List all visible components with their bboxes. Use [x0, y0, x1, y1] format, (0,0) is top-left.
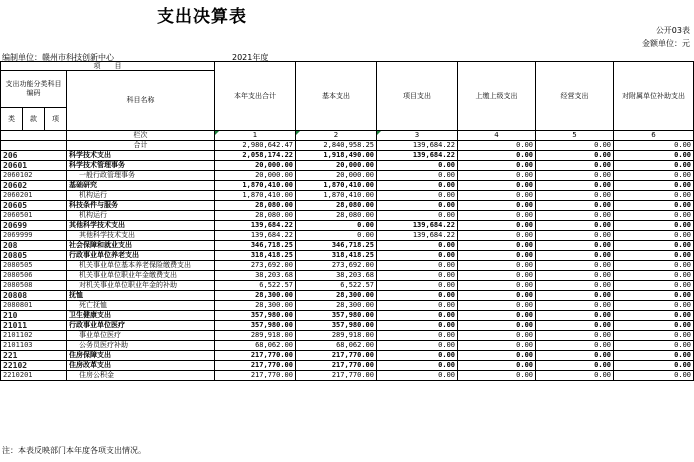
col-num: 3 — [377, 131, 458, 141]
col-num: 4 — [458, 131, 536, 141]
table-row — [1, 321, 694, 331]
amount-cell: 6,522.57 — [215, 281, 296, 291]
function-code: 2080508 — [1, 281, 67, 291]
amount-cell: 0.00 — [536, 231, 614, 241]
amount-cell: 28,080.00 — [215, 211, 296, 221]
amount-cell: 0.00 — [536, 211, 614, 221]
subject-name: 科学技术支出 — [67, 151, 215, 161]
header-business: 经营支出 — [536, 62, 614, 131]
amount-cell: 20,000.00 — [215, 171, 296, 181]
amount-cell: 0.00 — [614, 271, 694, 281]
amount-cell: 0.00 — [377, 261, 458, 271]
amount-cell: 0.00 — [614, 191, 694, 201]
amount-cell: 0.00 — [536, 151, 614, 161]
amount-cell: 0.00 — [536, 291, 614, 301]
amount-cell: 0.00 — [536, 171, 614, 181]
amount-cell: 0.00 — [458, 271, 536, 281]
function-code: 20602 — [1, 181, 67, 191]
function-code: 2080506 — [1, 271, 67, 281]
amount-cell: 0.00 — [614, 341, 694, 351]
amount-cell: 0.00 — [536, 361, 614, 371]
header-total: 本年支出合计 — [215, 62, 296, 131]
amount-cell: 28,300.00 — [215, 301, 296, 311]
amount-cell: 289,918.00 — [215, 331, 296, 341]
function-code: 20601 — [1, 161, 67, 171]
col-num: 6 — [614, 131, 694, 141]
amount-cell: 0.00 — [614, 211, 694, 221]
amount-cell: 346,718.25 — [215, 241, 296, 251]
header-subject-name: 科目名称 — [67, 71, 215, 131]
amount-cell: 28,080.00 — [296, 211, 377, 221]
amount-cell: 217,770.00 — [296, 351, 377, 361]
amount-cell: 0.00 — [536, 261, 614, 271]
amount-cell: 0.00 — [614, 241, 694, 251]
amount-cell: 346,718.25 — [296, 241, 377, 251]
amount-cell: 0.00 — [377, 341, 458, 351]
amount-cell: 0.00 — [458, 161, 536, 171]
sum-value: 0.00 — [458, 141, 536, 151]
amount-cell: 0.00 — [377, 211, 458, 221]
function-code: 2060102 — [1, 171, 67, 181]
sum-value: 0.00 — [614, 141, 694, 151]
header-level-xiang: 项 — [45, 108, 67, 131]
amount-cell: 0.00 — [614, 231, 694, 241]
header-level-class: 类 — [1, 108, 23, 131]
amount-cell: 0.00 — [458, 231, 536, 241]
amount-cell: 318,418.25 — [215, 251, 296, 261]
amount-cell: 217,770.00 — [296, 371, 377, 381]
amount-cell: 139,684.22 — [215, 231, 296, 241]
amount-cell: 0.00 — [458, 311, 536, 321]
col-num: 1 — [215, 131, 296, 141]
function-code: 2060501 — [1, 211, 67, 221]
amount-cell: 0.00 — [458, 351, 536, 361]
amount-cell: 273,692.00 — [215, 261, 296, 271]
amount-cell: 0.00 — [536, 281, 614, 291]
amount-cell: 0.00 — [536, 271, 614, 281]
table-row — [1, 331, 694, 341]
amount-cell: 20,000.00 — [215, 161, 296, 171]
table-row — [1, 191, 694, 201]
subject-name: 基础研究 — [67, 181, 215, 191]
amount-cell: 0.00 — [614, 171, 694, 181]
amount-cell: 1,870,410.00 — [296, 181, 377, 191]
amount-cell: 0.00 — [536, 321, 614, 331]
table-row — [1, 201, 694, 211]
amount-cell: 0.00 — [458, 151, 536, 161]
function-code: 2069999 — [1, 231, 67, 241]
amount-cell: 0.00 — [377, 191, 458, 201]
sum-value: 0.00 — [536, 141, 614, 151]
col-num: 2 — [296, 131, 377, 141]
amount-cell: 0.00 — [614, 301, 694, 311]
amount-cell: 217,770.00 — [215, 361, 296, 371]
amount-cell: 0.00 — [377, 181, 458, 191]
header-level-kuan: 款 — [23, 108, 45, 131]
table-row — [1, 261, 694, 271]
amount-cell: 0.00 — [458, 251, 536, 261]
header-row-project — [1, 62, 694, 71]
form-number: 公开03表 — [655, 26, 690, 35]
subject-name: 行政事业单位养老支出 — [67, 251, 215, 261]
amount-unit: 金额单位：元 — [642, 39, 690, 48]
subject-name: 机构运行 — [67, 191, 215, 201]
amount-cell: 28,080.00 — [296, 201, 377, 211]
table-row — [1, 231, 694, 241]
amount-cell: 68,062.00 — [296, 341, 377, 351]
amount-cell: 6,522.57 — [296, 281, 377, 291]
subject-name: 行政事业单位医疗 — [67, 321, 215, 331]
amount-cell: 28,300.00 — [215, 291, 296, 301]
table-row — [1, 371, 694, 381]
amount-cell: 28,300.00 — [296, 291, 377, 301]
subject-name: 机构运行 — [67, 211, 215, 221]
amount-cell: 1,870,410.00 — [215, 181, 296, 191]
amount-cell: 0.00 — [536, 301, 614, 311]
sum-row — [1, 141, 694, 151]
subject-name: 科技条件与服务 — [67, 201, 215, 211]
table-row — [1, 281, 694, 291]
function-code: 2060201 — [1, 191, 67, 201]
function-code: 210 — [1, 311, 67, 321]
table-row — [1, 171, 694, 181]
table-row — [1, 291, 694, 301]
table-row — [1, 301, 694, 311]
amount-cell: 38,203.68 — [215, 271, 296, 281]
function-code: 221 — [1, 351, 67, 361]
subject-name: 住房公积金 — [67, 371, 215, 381]
function-code: 2101102 — [1, 331, 67, 341]
amount-cell: 20,000.00 — [296, 171, 377, 181]
amount-cell: 0.00 — [458, 371, 536, 381]
subject-name: 社会保障和就业支出 — [67, 241, 215, 251]
amount-cell: 38,203.68 — [296, 271, 377, 281]
amount-cell: 0.00 — [536, 221, 614, 231]
subject-name: 一般行政管理事务 — [67, 171, 215, 181]
subject-name: 卫生健康支出 — [67, 311, 215, 321]
amount-cell: 0.00 — [377, 241, 458, 251]
organization-label: 编制单位：赣州市科技创新中心 — [2, 53, 114, 62]
amount-cell: 0.00 — [458, 291, 536, 301]
expenditure-table — [0, 61, 694, 381]
amount-cell: 357,980.00 — [215, 321, 296, 331]
amount-cell: 28,080.00 — [215, 201, 296, 211]
function-code: 208 — [1, 241, 67, 251]
amount-cell: 0.00 — [377, 281, 458, 291]
amount-cell: 0.00 — [458, 281, 536, 291]
amount-cell: 0.00 — [458, 321, 536, 331]
subject-name: 住房保障支出 — [67, 351, 215, 361]
amount-cell: 139,684.22 — [377, 221, 458, 231]
sum-value: 139,684.22 — [377, 141, 458, 151]
function-code: 20808 — [1, 291, 67, 301]
table-row — [1, 161, 694, 171]
amount-cell: 0.00 — [614, 321, 694, 331]
amount-cell: 0.00 — [377, 351, 458, 361]
amount-cell: 0.00 — [377, 301, 458, 311]
amount-cell: 0.00 — [614, 151, 694, 161]
amount-cell: 0.00 — [536, 331, 614, 341]
amount-cell: 273,692.00 — [296, 261, 377, 271]
amount-cell: 0.00 — [296, 231, 377, 241]
amount-cell: 0.00 — [536, 311, 614, 321]
amount-cell: 2,058,174.22 — [215, 151, 296, 161]
subject-name: 科学技术管理事务 — [67, 161, 215, 171]
subject-name: 对机关事业单位职业年金的补助 — [67, 281, 215, 291]
amount-cell: 0.00 — [536, 201, 614, 211]
function-code: 2080505 — [1, 261, 67, 271]
amount-cell: 1,918,490.00 — [296, 151, 377, 161]
page-title: 支出决算表 — [157, 7, 247, 27]
subject-name: 公务员医疗补助 — [67, 341, 215, 351]
header-upper: 上缴上级支出 — [458, 62, 536, 131]
row-label: 栏次 — [67, 131, 215, 141]
amount-cell: 0.00 — [377, 271, 458, 281]
table-row — [1, 251, 694, 261]
amount-cell: 0.00 — [458, 201, 536, 211]
amount-cell: 318,418.25 — [296, 251, 377, 261]
amount-cell: 0.00 — [536, 341, 614, 351]
amount-cell: 0.00 — [536, 371, 614, 381]
amount-cell: 0.00 — [458, 191, 536, 201]
amount-cell: 0.00 — [614, 311, 694, 321]
amount-cell: 0.00 — [614, 181, 694, 191]
table-row — [1, 271, 694, 281]
amount-cell: 0.00 — [377, 171, 458, 181]
footnote: 注：本表反映部门本年度各项支出情况。 — [2, 446, 146, 455]
function-code: 20605 — [1, 201, 67, 211]
function-code: 22102 — [1, 361, 67, 371]
amount-cell: 139,684.22 — [215, 221, 296, 231]
subject-name: 抚恤 — [67, 291, 215, 301]
amount-cell: 0.00 — [536, 161, 614, 171]
column-number-row — [1, 131, 694, 141]
amount-cell: 0.00 — [614, 371, 694, 381]
amount-cell: 0.00 — [614, 351, 694, 361]
amount-cell: 1,870,410.00 — [296, 191, 377, 201]
amount-cell: 0.00 — [458, 181, 536, 191]
subject-name: 机关事业单位基本养老保险缴费支出 — [67, 261, 215, 271]
table-row — [1, 351, 694, 361]
amount-cell: 0.00 — [458, 221, 536, 231]
amount-cell: 0.00 — [614, 361, 694, 371]
amount-cell: 0.00 — [377, 361, 458, 371]
amount-cell: 357,980.00 — [296, 311, 377, 321]
amount-cell: 0.00 — [614, 281, 694, 291]
amount-cell: 0.00 — [458, 341, 536, 351]
sum-label: 合计 — [67, 141, 215, 151]
table-row — [1, 361, 694, 371]
amount-cell: 0.00 — [377, 251, 458, 261]
amount-cell: 20,000.00 — [296, 161, 377, 171]
amount-cell: 0.00 — [377, 291, 458, 301]
amount-cell: 0.00 — [614, 291, 694, 301]
amount-cell: 0.00 — [536, 181, 614, 191]
function-code: 20805 — [1, 251, 67, 261]
amount-cell: 217,770.00 — [215, 371, 296, 381]
table-row — [1, 311, 694, 321]
table-row — [1, 241, 694, 251]
function-code: 2080801 — [1, 301, 67, 311]
subject-name: 机关事业单位职业年金缴费支出 — [67, 271, 215, 281]
amount-cell: 0.00 — [458, 241, 536, 251]
amount-cell: 217,770.00 — [296, 361, 377, 371]
table-row — [1, 341, 694, 351]
table-row — [1, 181, 694, 191]
header-basic: 基本支出 — [296, 62, 377, 131]
amount-cell: 217,770.00 — [215, 351, 296, 361]
amount-cell: 0.00 — [614, 161, 694, 171]
subject-name: 事业单位医疗 — [67, 331, 215, 341]
amount-cell: 357,980.00 — [296, 321, 377, 331]
amount-cell: 0.00 — [377, 311, 458, 321]
table-row — [1, 221, 694, 231]
header-project: 项 目 — [1, 62, 215, 71]
sum-value: 2,980,642.47 — [215, 141, 296, 151]
function-code: 2101103 — [1, 341, 67, 351]
amount-cell: 0.00 — [614, 201, 694, 211]
subject-name: 住房改革支出 — [67, 361, 215, 371]
amount-cell: 0.00 — [458, 211, 536, 221]
amount-cell: 0.00 — [377, 321, 458, 331]
amount-cell: 139,684.22 — [377, 151, 458, 161]
amount-cell: 357,980.00 — [215, 311, 296, 321]
amount-cell: 0.00 — [458, 171, 536, 181]
fiscal-year: 2021年度 — [232, 53, 269, 62]
subject-name: 死亡抚恤 — [67, 301, 215, 311]
amount-cell: 289,918.00 — [296, 331, 377, 341]
amount-cell: 0.00 — [458, 331, 536, 341]
sum-value: 2,840,958.25 — [296, 141, 377, 151]
amount-cell: 28,300.00 — [296, 301, 377, 311]
amount-cell: 0.00 — [536, 251, 614, 261]
col-num: 5 — [536, 131, 614, 141]
amount-cell: 0.00 — [458, 261, 536, 271]
table-row — [1, 211, 694, 221]
function-code: 21011 — [1, 321, 67, 331]
amount-cell: 139,684.22 — [377, 231, 458, 241]
amount-cell: 1,870,410.00 — [215, 191, 296, 201]
amount-cell: 0.00 — [458, 361, 536, 371]
amount-cell: 0.00 — [614, 251, 694, 261]
table-row — [1, 151, 694, 161]
function-code: 206 — [1, 151, 67, 161]
amount-cell: 0.00 — [377, 201, 458, 211]
amount-cell: 0.00 — [614, 261, 694, 271]
subject-name: 其他科学技术支出 — [67, 231, 215, 241]
header-subsidy: 对附属单位补助支出 — [614, 62, 694, 131]
amount-cell: 0.00 — [536, 241, 614, 251]
amount-cell: 0.00 — [377, 331, 458, 341]
function-code: 2210201 — [1, 371, 67, 381]
amount-cell: 0.00 — [536, 191, 614, 201]
amount-cell: 0.00 — [536, 351, 614, 361]
amount-cell: 68,062.00 — [215, 341, 296, 351]
header-project-expense: 项目支出 — [377, 62, 458, 131]
amount-cell: 0.00 — [458, 301, 536, 311]
amount-cell: 0.00 — [377, 161, 458, 171]
amount-cell: 0.00 — [377, 371, 458, 381]
subject-name: 其他科学技术支出 — [67, 221, 215, 231]
header-func-code: 支出功能分类科目编码 — [1, 71, 67, 108]
function-code: 20699 — [1, 221, 67, 231]
amount-cell: 0.00 — [296, 221, 377, 231]
amount-cell: 0.00 — [614, 331, 694, 341]
amount-cell: 0.00 — [614, 221, 694, 231]
